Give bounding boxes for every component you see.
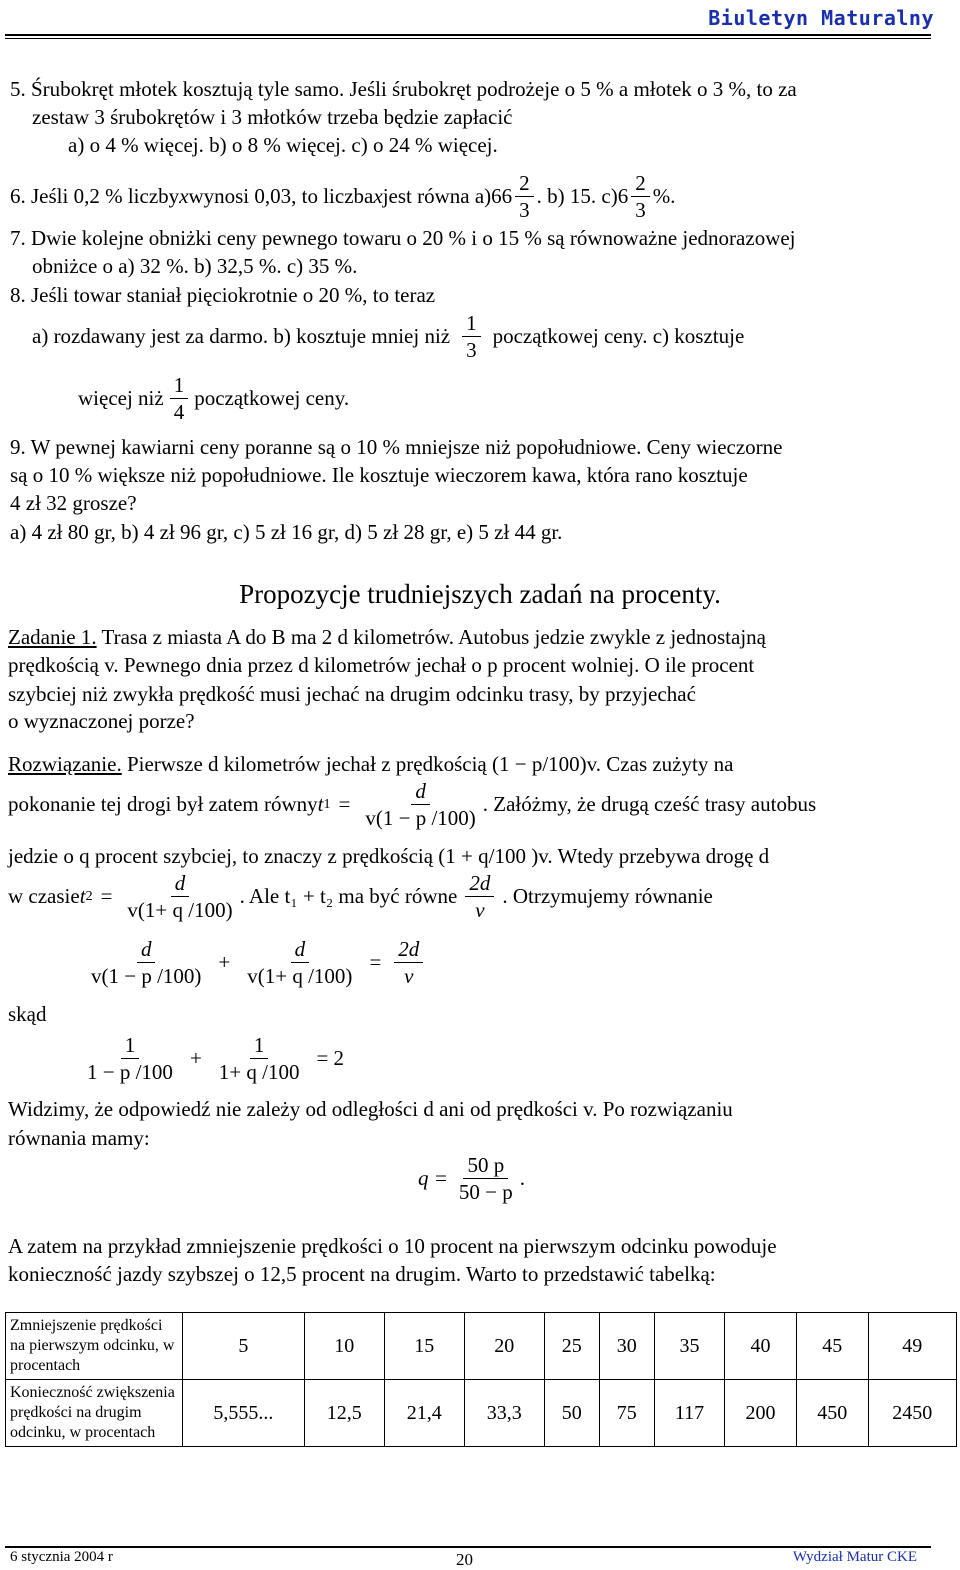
fraction-1-4: $\frac{1}{4}$ [170,374,189,423]
task-8-line-2: a) rozdawany jest za darmo. b) kosztuje mniej niż $\frac{1}{3}$ początkowej ceny. c) kosztuje [32,311,745,363]
zadanie-line-2: prędkością v. Pewnego dnia przez d kilometrów jechał o p procent wolniej. O ile procent [8,653,755,677]
header-rule [5,34,931,36]
rozwiazanie-line-4: w czasie t 2 = $\frac{d}{v(1+ q /100)}$ . Ale t₁ + t₂ ma być równe $\frac{2d}{v}$ . Otrzymujemy równanie [8,871,713,923]
task-9-line-1: 9. W pewnej kawiarni ceny poranne są o 10 % mniejsze niż popołudniowe. Ceny wieczorne [10,435,783,459]
rozwiazanie-line-2: pokonanie tej drogi był zatem równy t 1 = $\frac{d}{v(1 - p /100)}$ . Załóżmy, że drugą cześć trasy autobus [8,779,817,831]
zadanie-line-1: Zadanie 1. Trasa z miasta A do B ma 2 d kilometrów. Autobus jedzie zwykle z jednostajną [8,625,766,649]
page-number: 20 [456,1550,473,1569]
table-cell: 25 [544,1313,599,1380]
table-cell: 50 [544,1380,599,1447]
task-9-line-2: są o 10 % większe niż popołudniowe. Ile kosztuje wieczorem kawa, która rano kosztuje [10,463,748,487]
table-cell: 15 [384,1313,464,1380]
table-cell: 40 [725,1313,797,1380]
table-cell: 12,5 [304,1380,384,1447]
fraction-2d-v: $\frac{2d}{v}$ [465,872,494,921]
table-row-label: Zmniejszenie prędkości na pierwszym odcinku, w procentach [6,1313,183,1380]
table-cell: 450 [796,1380,868,1447]
table-cell: 2450 [868,1380,956,1447]
rozwiazanie-label: Rozwiązanie. [8,752,122,776]
task-5-line-1: 5. Śrubokręt młotek kosztują tyle samo. Jeśli śrubokręt podrożeje o 5 % a młotek o 3 %, to za [10,77,797,101]
table-cell: 10 [304,1313,384,1380]
fraction-1-3: $\frac{1}{3}$ [462,312,481,361]
fraction-t2: $\frac{d}{v(1+ q /100)}$ [127,871,233,923]
fraction-2-3-a: $\frac{2}{3}$ [515,172,534,221]
conclusion-line-2: konieczność jazdy szybszej o 12,5 procent na drugim. Warto to przedstawić tabelką: [8,1262,716,1286]
table-cell: 5,555... [183,1380,305,1447]
task-8-line-1: 8. Jeśli towar staniał pięciokrotnie o 20 %, to teraz [10,283,436,307]
task-5-answers: a) o 4 % więcej. b) o 8 % więcej. c) o 24 % więcej. [68,133,498,157]
table-cell: 5 [183,1313,305,1380]
table-cell: 45 [796,1313,868,1380]
table-cell: 30 [599,1313,654,1380]
zadanie-line-3: szybciej niż zwykła prędkość musi jechać na drugim odcinku trasy, by przyjechać [8,682,696,706]
table-row [6,1380,957,1447]
header-rule-thin [5,38,931,39]
page-header-title: Biuletyn Maturalny [708,6,934,30]
table-row-label: Konieczność zwiększenia prędkości na drugim odcinku, w procentach [6,1380,183,1447]
q-formula: q = $\frac{50 p}{50 - p}$ . [418,1153,526,1205]
task-5-line-2: zestaw 3 śrubokrętów i 3 młotków trzeba będzie zapłacić [32,105,513,129]
task-9-line-3: 4 zł 32 grosze? [10,491,137,515]
task-7-line-1: 7. Dwie kolejne obniżki ceny pewnego towaru o 20 % i o 15 % są równoważne jednorazowej [10,226,796,250]
fraction-t1: $\frac{d}{v(1 - p /100)}$ [365,779,476,831]
task-6: 6. Jeśli 0,2 % liczby x wynosi 0,03, to liczba x jest równa a) 66 $\frac{2}{3}$ . b) 15. c) 6 $\frac{2}{3}$ %. [10,171,676,223]
fraction-2-3-c: $\frac{2}{3}$ [631,172,650,221]
conclusion-line-1: A zatem na przykład zmniejszenie prędkości o 10 procent na pierwszym odcinku powoduje [8,1234,777,1258]
table-cell: 200 [725,1380,797,1447]
speed-table [5,1312,957,1447]
task-7-line-2: obniżce o a) 32 %. b) 32,5 %. c) 35 %. [32,254,358,278]
section-heading: Propozycje trudniejszych zadań na procenty. [239,579,721,609]
table-cell: 20 [464,1313,544,1380]
rozwiazanie-line-3: jedzie o q procent szybciej, to znaczy z prędkością (1 + q/100 )v. Wtedy przebywa drogę d [8,844,770,868]
footer-date: 6 stycznia 2004 r [10,1549,113,1565]
zadanie-line-4: o wyznaczonej porze? [8,709,195,733]
zadanie-label: Zadanie 1. [8,625,97,649]
table-cell: 33,3 [464,1380,544,1447]
table-cell: 21,4 [384,1380,464,1447]
rozwiazanie-line-1: Rozwiązanie. Pierwsze d kilometrów jechał z prędkością (1 − p/100)v. Czas zużyty na [8,752,734,776]
widzimy-line-1: Widzimy, że odpowiedź nie zależy od odległości d ani od prędkości v. Po rozwiązaniu [8,1097,733,1121]
widzimy-line-2: równania mamy: [8,1126,150,1150]
equation-2: $\frac{1}{1 - p /100}$ + $\frac{1}{1+ q /100}$ = 2 [87,1033,345,1085]
task-9-answers: a) 4 zł 80 gr, b) 4 zł 96 gr, c) 5 zł 16 gr, d) 5 zł 28 gr, e) 5 zł 44 gr. [10,520,563,544]
skad-text: skąd [8,1002,47,1026]
table-cell: 75 [599,1380,654,1447]
table-row [6,1313,957,1380]
equation-1: $\frac{d}{v(1 - p /100)}$ + $\frac{d}{v(1+ q /100)}$ = $\frac{2d}{v}$ [84,938,426,987]
task-8-line-3: więcej niż $\frac{1}{4}$ początkowej ceny. [78,373,350,425]
table-cell: 49 [868,1313,956,1380]
footer-department: Wydział Matur CKE [792,1549,917,1565]
table-cell: 35 [654,1313,724,1380]
table-cell: 117 [654,1380,724,1447]
